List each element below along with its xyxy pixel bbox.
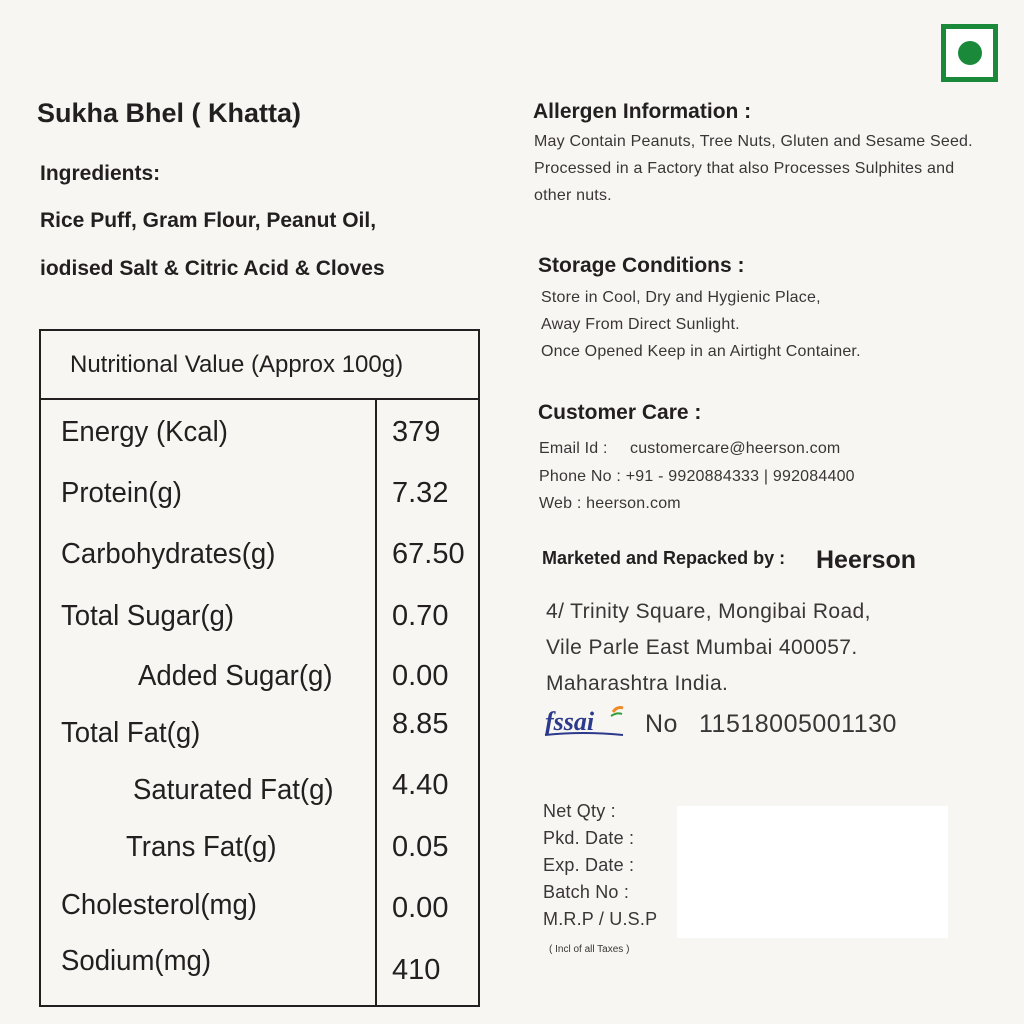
- brand-name: Heerson: [816, 546, 917, 574]
- license-number: 11518005001130: [699, 710, 897, 738]
- storage-heading: Storage Conditions :: [538, 254, 745, 277]
- pkd-date-label: Pkd. Date :: [543, 828, 635, 848]
- nutrition-table-title: Nutritional Value (Approx 100g): [70, 351, 404, 378]
- customer-care-heading: Customer Care :: [538, 401, 702, 424]
- address-line: 4/ Trinity Square, Mongibai Road,: [546, 600, 871, 623]
- email-label: Email Id :: [539, 440, 608, 457]
- nutrient-value: 410: [392, 954, 441, 986]
- veg-dot-icon: [958, 41, 982, 65]
- license-label: No: [645, 710, 678, 738]
- address-line: Vile Parle East Mumbai 400057.: [546, 636, 858, 659]
- nutrient-name: Sodium(mg): [61, 945, 212, 977]
- nutrient-name: Cholesterol(mg): [61, 889, 257, 921]
- nutrient-value: 8.85: [392, 708, 449, 740]
- nutrient-value: 379: [392, 416, 441, 448]
- fssai-logo-icon: [543, 704, 625, 740]
- product-title: Sukha Bhel ( Khatta): [37, 98, 302, 128]
- nutrient-value: 0.05: [392, 831, 449, 863]
- batch-no-label: Batch No :: [543, 882, 630, 902]
- web-link[interactable]: Web : heerson.com: [539, 495, 681, 512]
- allergen-heading: Allergen Information :: [533, 100, 752, 123]
- nutrient-name: Protein(g): [61, 477, 182, 509]
- fssai-logo-text: fssai: [545, 707, 595, 736]
- print-area-box: [677, 806, 948, 938]
- email-link[interactable]: customercare@heerson.com: [630, 440, 841, 457]
- phone-line: Phone No : +91 - 9920884333 | 992084400: [539, 468, 855, 485]
- storage-line: Once Opened Keep in an Airtight Container.: [541, 343, 861, 360]
- nutrient-name: Energy (Kcal): [61, 416, 228, 448]
- nutrient-value: 0.00: [392, 660, 449, 692]
- nutrient-value: 4.40: [392, 769, 449, 801]
- ingredients-line: iodised Salt & Citric Acid & Cloves: [40, 257, 385, 280]
- nutrient-name: Total Sugar(g): [61, 600, 235, 632]
- allergen-line: other nuts.: [534, 187, 612, 204]
- storage-line: Away From Direct Sunlight.: [541, 316, 740, 333]
- nutrient-value: 0.70: [392, 600, 449, 632]
- nutrient-value: 0.00: [392, 892, 449, 924]
- nutrient-value: 7.32: [392, 477, 449, 509]
- ingredients-heading: Ingredients:: [40, 162, 161, 185]
- table-column-divider: [375, 398, 377, 1005]
- mrp-label: M.R.P / U.S.P: [543, 909, 658, 929]
- nutrient-name: Trans Fat(g): [126, 831, 277, 863]
- nutrient-name: Saturated Fat(g): [133, 774, 334, 806]
- tax-note: ( Incl of all Taxes ): [549, 944, 630, 955]
- nutrient-value: 67.50: [392, 538, 465, 570]
- ingredients-line: Rice Puff, Gram Flour, Peanut Oil,: [40, 209, 377, 232]
- table-divider: [41, 398, 478, 400]
- exp-date-label: Exp. Date :: [543, 855, 635, 875]
- allergen-line: Processed in a Factory that also Processes Sulphites and: [534, 160, 955, 177]
- nutrient-name: Carbohydrates(g): [61, 538, 276, 570]
- nutrient-name: Total Fat(g): [61, 717, 201, 749]
- address-line: Maharashtra India.: [546, 672, 729, 695]
- veg-mark-icon: [941, 24, 998, 82]
- allergen-line: May Contain Peanuts, Tree Nuts, Gluten and Sesame Seed.: [534, 133, 973, 150]
- nutrient-name: Added Sugar(g): [138, 660, 333, 692]
- marketer-label: Marketed and Repacked by :: [542, 548, 786, 568]
- net-qty-label: Net Qty :: [543, 801, 616, 821]
- storage-line: Store in Cool, Dry and Hygienic Place,: [541, 289, 821, 306]
